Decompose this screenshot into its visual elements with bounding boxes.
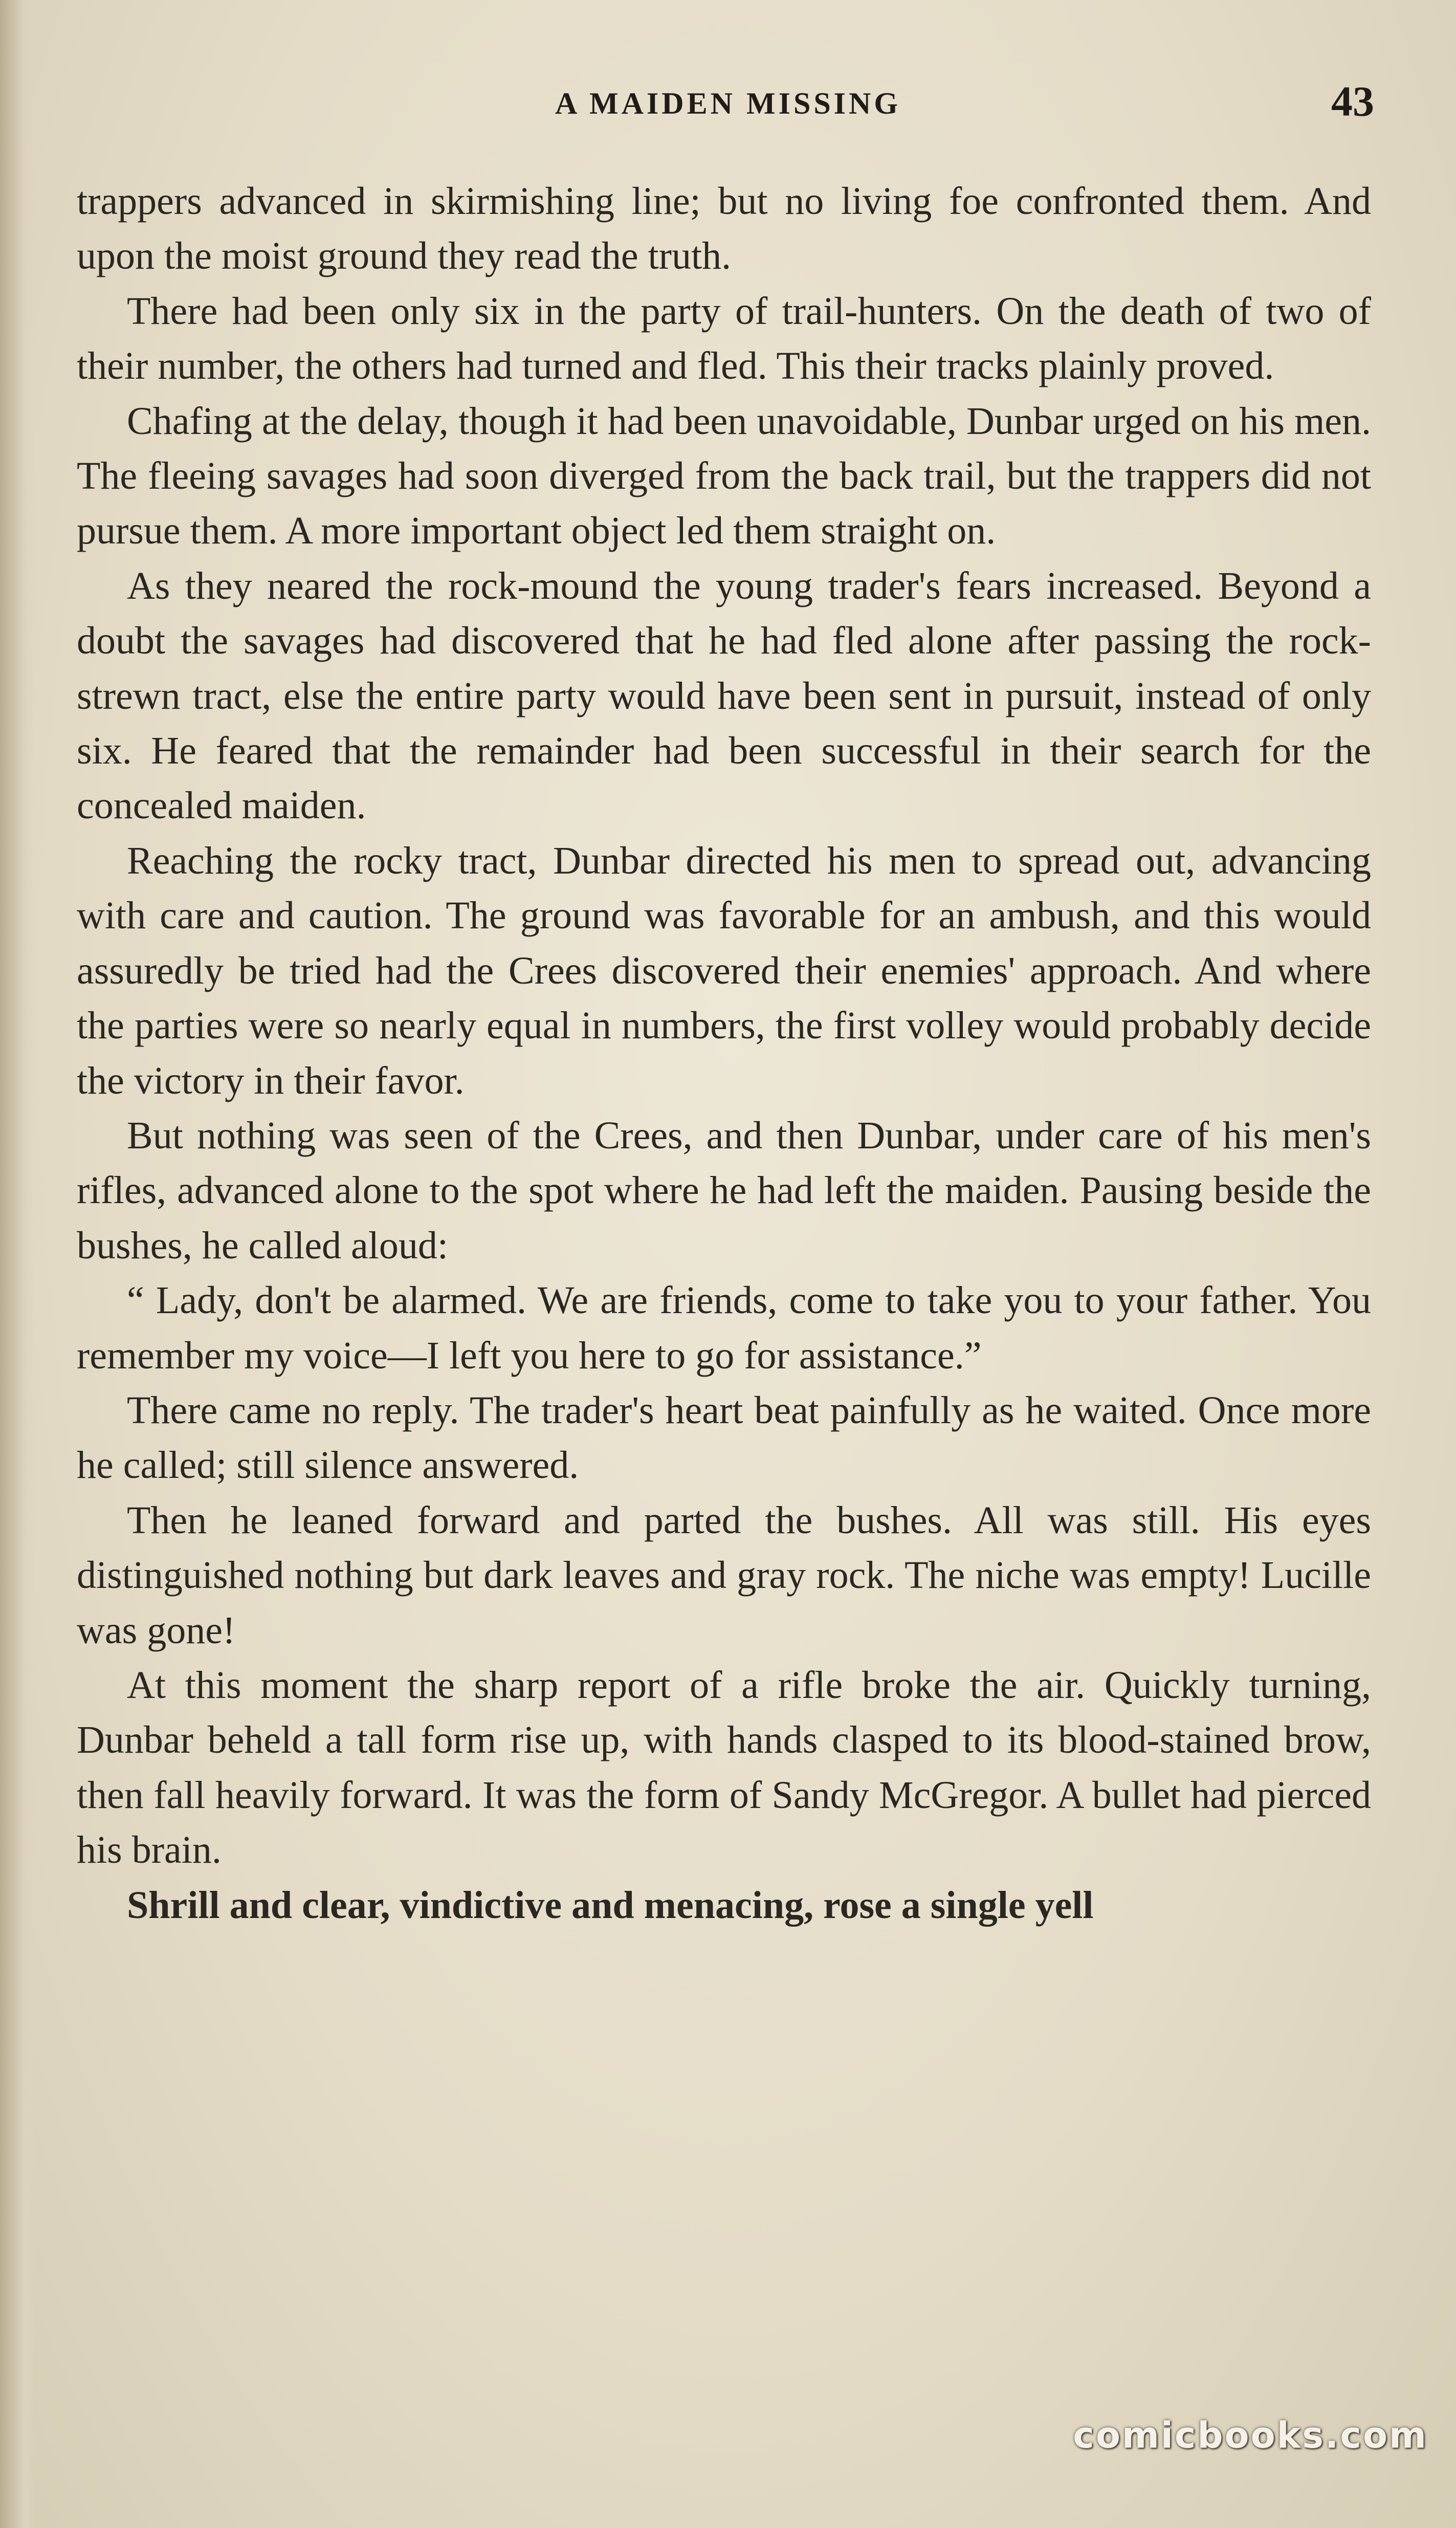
source-watermark: comicbooks.com (1073, 2414, 1428, 2456)
paragraph-10: At this moment the sharp report of a rifle broke the air. Quickly turning, Dunbar beheld a tall form rise up, with hands clasped to its blood-stained brow, then fall heavily forward. It was the form of Sandy McGregor. A bullet had pierced his brain. (77, 1663, 1371, 1872)
paragraph-7: “ Lady, don't be alarmed. We are friends, come to take you to your father. You remember my voice—I left you here to go for assistance.” (77, 1279, 1371, 1377)
page-binding-edge (0, 0, 36, 2528)
paragraph-5: Reaching the rocky tract, Dunbar directed his men to spread out, advancing with care and caution. The ground was favorable for an ambush, and this would assuredly be tried had the Crees discovered their enemies' approach. And where the parties were so nearly equal in numbers, the first volley would probably decide the victory in their favor. (77, 839, 1371, 1102)
page-number: 43 (1331, 78, 1374, 125)
paragraph-11: Shrill and clear, vindictive and menacing, rose a single yell (127, 1883, 1094, 1927)
paragraph-4: As they neared the rock-mound the young trader's fears increased. Beyond a doubt the savages had discovered that he had fled alone after passing the rock-strewn tract, else the entire party would have been sent in pursuit, instead of only six. He feared that the remainder had been successful in their search for the concealed maiden. (77, 564, 1371, 827)
running-head (0, 77, 1456, 133)
paragraph-2: There had been only six in the party of trail-hunters. On the death of two of their number, the others had turned and fled. This their tracks plainly proved. (77, 289, 1371, 388)
paragraph-3: Chafing at the delay, though it had been unavoidable, Dunbar urged on his men. The fleeing savages had soon diverged from the back trail, but the trappers did not pursue them. A more important object led them straight on. (77, 399, 1371, 553)
body-text (77, 174, 1371, 1933)
paragraph-1: trappers advanced in skirmishing line; but no living foe confronted them. And upon the moist ground they read the truth. (77, 180, 1371, 278)
paragraph-6: But nothing was seen of the Crees, and then Dunbar, under care of his men's rifles, advanced alone to the spot where he had left the maiden. Pausing beside the bushes, he called aloud: (77, 1114, 1371, 1267)
paragraph-8: There came no reply. The trader's heart beat painfully as he waited. Once more he called; still silence answered. (77, 1388, 1371, 1487)
running-title: A MAIDEN MISSING (555, 86, 901, 120)
paragraph-9: Then he leaned forward and parted the bushes. All was still. His eyes distinguished nothing but dark leaves and gray rock. The niche was empty! Lucille was gone! (77, 1498, 1371, 1652)
